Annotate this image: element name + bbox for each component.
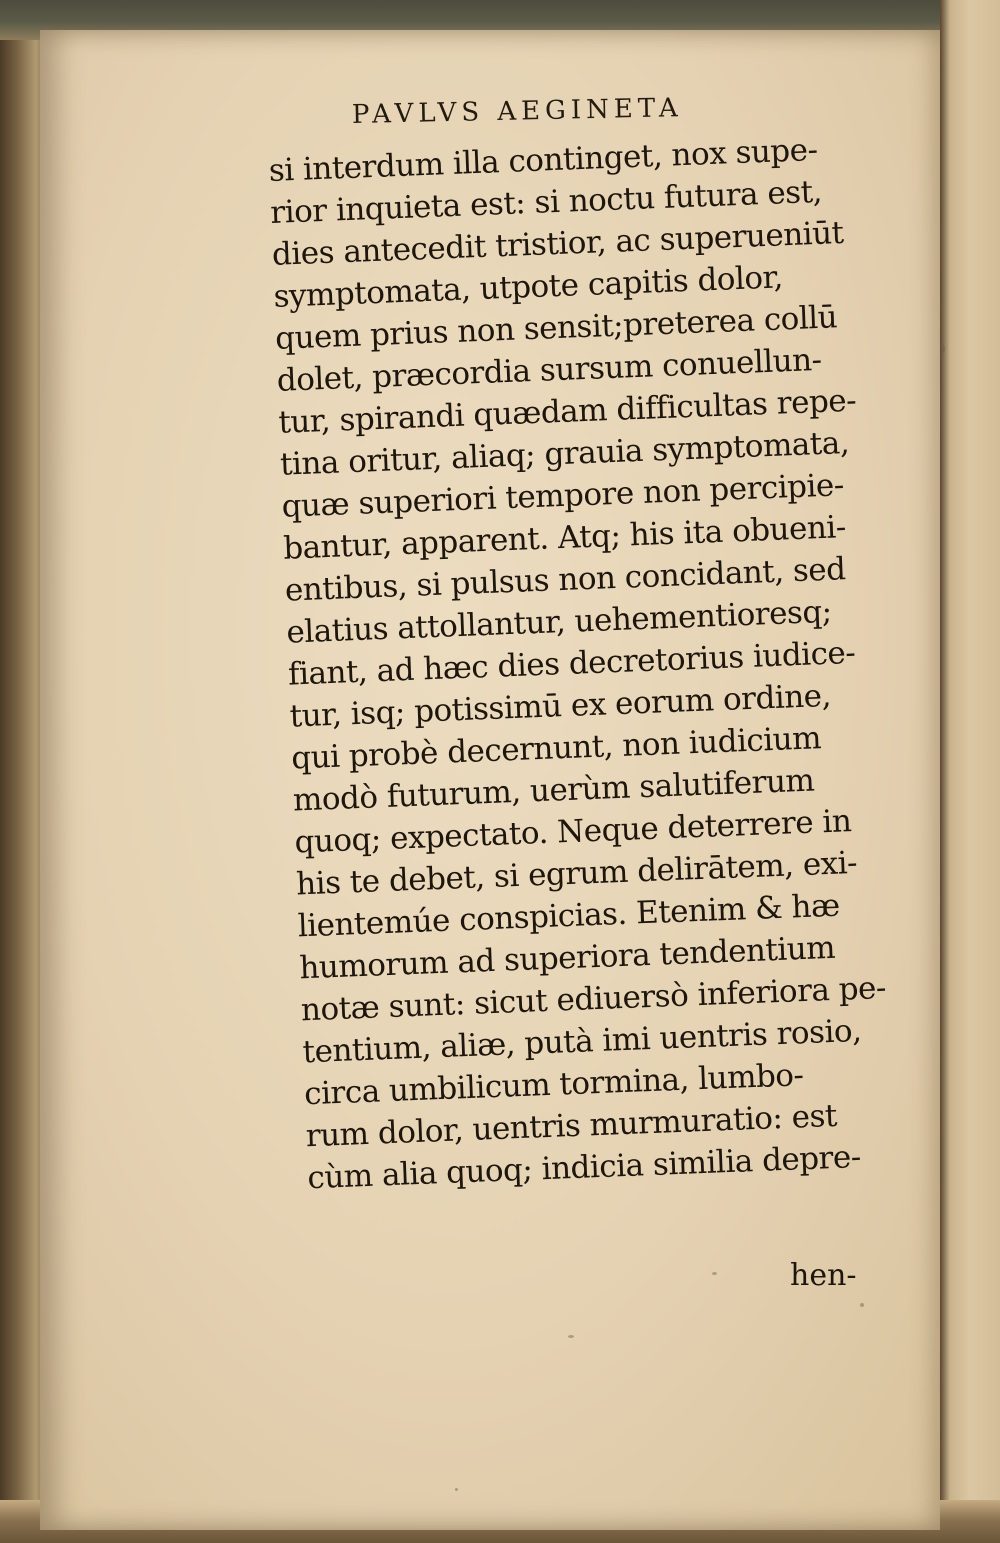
body-text — [268, 125, 948, 1199]
running-head: PAVLVS AEGINETA — [351, 93, 683, 130]
text-line: his te debet, si egrum delirātem, exi- — [295, 844, 858, 903]
text-line: humorum ad superiora tendentium — [298, 929, 836, 987]
text-line: quæ superiori tempore non percipie- — [281, 467, 845, 525]
text-line: tentium, aliæ, putà imi uentris rosio, — [301, 1012, 863, 1071]
text-line: entibus, si pulsus non concidant, sed — [284, 551, 847, 609]
text-line: quem prius non sensit;preterea collū — [274, 299, 838, 357]
text-line: dolet, præcordia sursum conuellun- — [276, 341, 823, 399]
text-line: elatius attollantur, uehementioresq; — [285, 593, 833, 651]
text-line: fiant, ad hæc dies decretorius iudice- — [287, 634, 856, 693]
text-line: qui probè decernunt, non iudicium — [290, 720, 822, 777]
text-line: bantur, apparent. Atq; his ita obueni- — [282, 509, 847, 567]
text-line: rior inquieta est: si noctu futura est, — [269, 173, 823, 231]
text-line: si interdum illa continget, nox supe- — [268, 131, 819, 189]
text-line: lientemúe conspicias. Etenim & hæ — [297, 887, 841, 945]
text-line: tur, isq; potissimū ex eorum ordine, — [289, 677, 832, 735]
text-line: rum dolor, uentris murmuratio: est — [305, 1097, 838, 1155]
text-line: circa umbilicum tormina, lumbo- — [303, 1057, 805, 1113]
text-line: symptomata, utpote capitis dolor, — [272, 259, 784, 315]
text-line: modò futurum, uerùm salutiferum — [292, 762, 815, 819]
text-line: quoq; expectato. Neque deterrere in — [293, 803, 852, 861]
text-line: notæ sunt: sicut ediuersò inferiora pe- — [300, 969, 887, 1029]
catchword: hen- — [790, 1258, 857, 1293]
text-line: dies antecedit tristior, ac superueniūt — [271, 214, 845, 273]
text-line: tina oritur, aliaq; grauia symptomata, — [279, 424, 850, 483]
facing-page-edge — [940, 0, 1000, 1543]
text-line: tur, spirandi quædam difficultas repe- — [277, 382, 857, 441]
text-line: cùm alia quoq; indicia similia depre- — [306, 1139, 862, 1197]
